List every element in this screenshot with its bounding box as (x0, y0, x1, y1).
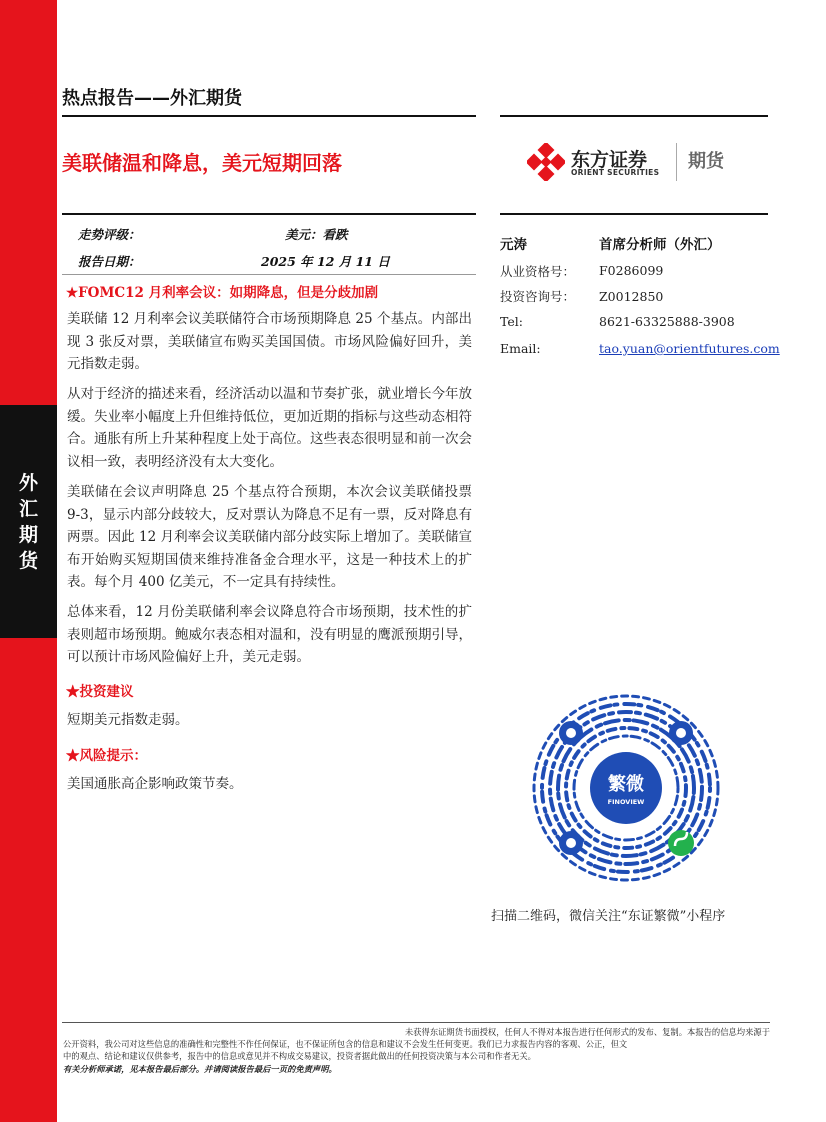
email-value-wrap (599, 341, 780, 356)
qr-center-text: 繁微 (608, 774, 644, 795)
qr-center-sub: FINOVIEW (607, 798, 645, 806)
rating-value: 美元：看跌 (285, 227, 348, 242)
analyst-rule-top (500, 213, 768, 215)
qr-caption: 扫描二维码，微信关注“东证繁微”小程序 (491, 909, 726, 924)
date-label: 报告日期： (78, 254, 141, 269)
date-value: 2025 年 12 月 11 日 (261, 254, 390, 269)
rating-label: 走势评级： (78, 227, 141, 242)
disclaimer-line-3: 中的观点、结论和建议仅供参考，报告中的信息或意见并不构成交易建议，投资者据此做出的任何投资决策与本公司和作者无关。 (63, 1051, 536, 1061)
qualification-value: F0286099 (599, 263, 664, 278)
fomc-heading: ★FOMC12 月利率会议：如期降息，但是分歧加剧 (66, 285, 379, 301)
disclaimer-line-1: 未获得东证期货书面授权，任何人不得对本报告进行任何形式的发布、复制。本报告的信息均来源于 (404, 1027, 770, 1037)
page-title: 美联储温和降息，美元短期回落 (62, 151, 342, 175)
paragraph-3: 美联储在会议声明降息 25 个基点符合预期，本次会议美联储投票 9-3，显示内部分歧较大，反对票认为降息不足有一票，反对降息有两票。因此 12 月利率会议美联储内部分歧实际上增加了。美联储宣布开始购买短期国债来维持准备金合理水平，这是一种技术上的扩表。每个月 400 亿美元，不一定具有持续性。 (67, 484, 472, 591)
analyst-title: 首席分析师（外汇） (599, 237, 721, 253)
logo-divider (676, 143, 677, 181)
risk-text: 美国通胀高企影响政策节奏。 (67, 776, 243, 792)
analyst-name: 元涛 (500, 237, 527, 253)
advice-text: 短期美元指数走弱。 (67, 712, 189, 728)
paragraph-1: 美联储 12 月利率会议美联储符合市场预期降息 25 个基点。内部出现 3 张反对票，美联储宣布购买美国国债。市场风险偏好回升，美元指数走弱。 (67, 311, 472, 373)
logo-division: 期货 (688, 151, 724, 172)
paragraph-2: 从对于经济的描述来看，经济活动以温和节奏扩张，就业增长今年放缓。失业率小幅度上升但维持低位，更加近期的指标与这些动态相符合。通胀有所上升某种程度上处于高位。这些表态很明显和前一次会议相一致，表明经济没有太大变化。 (67, 386, 472, 470)
report-type: 热点报告——外汇期货 (62, 88, 242, 109)
company-logo (527, 143, 767, 181)
side-char: 汇 (18, 498, 38, 520)
side-char: 期 (18, 524, 38, 546)
consulting-value: Z0012850 (599, 289, 664, 304)
logo-name: 东方证券 (571, 149, 648, 171)
mini-program-code[interactable] (531, 693, 721, 883)
side-category-label (0, 470, 57, 574)
risk-heading: ★风险提示： (66, 748, 147, 764)
disclaimer-line-2: 公开资料，我公司对这些信息的准确性和完整性不作任何保证，也不保证所包含的信息和建议不会发生任何变更。我们已力求报告内容的客观、公正，但文 (63, 1039, 628, 1049)
qr-code-icon (531, 693, 721, 883)
email-label: Email: (500, 341, 541, 356)
meta-rule-bottom (62, 274, 476, 275)
advice-heading: ★投资建议 (66, 684, 134, 700)
qualification-label: 从业资格号： (500, 264, 576, 279)
side-char: 外 (18, 472, 38, 494)
email-link[interactable]: tao.yuan@orientfutures.com (599, 341, 780, 356)
header-rule-right (500, 115, 768, 117)
side-char: 货 (18, 550, 38, 572)
header-rule-left (62, 115, 476, 117)
logo-subtitle: ORIENT SECURITIES (571, 168, 660, 177)
meta-rule-top (62, 213, 476, 215)
tel-label: Tel: (500, 314, 523, 329)
disclaimer-line-4: 有关分析师承诺，见本报告最后部分。并请阅读报告最后一页的免责声明。 (63, 1064, 337, 1074)
paragraph-4: 总体来看，12 月份美联储利率会议降息符合市场预期，技术性的扩表则超市场预期。鲍威尔表态相对温和，没有明显的鹰派预期引导，可以预计市场风险偏好上升，美元走弱。 (67, 604, 472, 666)
consulting-label: 投资咨询号： (500, 289, 576, 304)
tel-value: 8621-63325888-3908 (599, 314, 735, 329)
footer-rule (62, 1022, 770, 1023)
logo-mark-icon (527, 143, 565, 181)
